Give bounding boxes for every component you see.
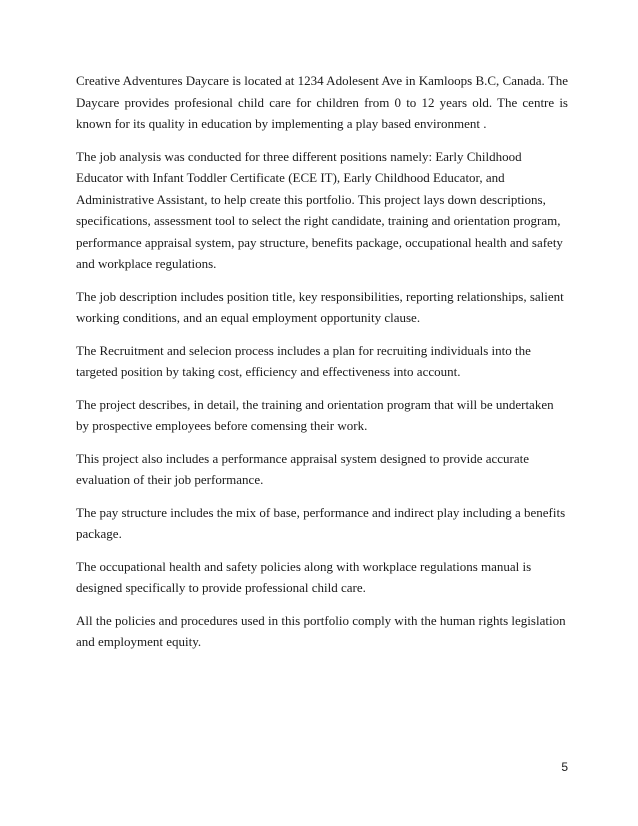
paragraph-compliance: All the policies and procedures used in this portfolio comply with the human rights legislation and employment equity.: [76, 612, 566, 649]
paragraph-job-analysis: The job analysis was conducted for three different positions namely: Early Childhood Educator with Infant Toddler Certificate (ECE IT), Early Childhood Educator, and Administrative Assistant, to help create this portfolio. This project lays down descriptions, specifications, assessment tool to select the right candidate, training and orientation program, performance appraisal system, pay structure, benefits package, occupational health and safety and workplace regulations.: [76, 148, 563, 271]
page-number: 5: [561, 760, 568, 774]
paragraph-recruitment: The Recruitment and selecion process includes a plan for recruiting individuals into the targeted position by taking cost, efficiency and effectiveness into account.: [76, 342, 531, 379]
page-body: [76, 70, 568, 664]
paragraph-appraisal: This project also includes a performance appraisal system designed to provide accurate evaluation of their job performance.: [76, 450, 530, 487]
paragraph-training: The project describes, in detail, the training and orientation program that will be undertaken by prospective employees before comensing their work.: [76, 396, 554, 433]
paragraph-job-description: The job description includes position title, key responsibilities, reporting relationships, salient working conditions, and an equal employment opportunity clause.: [76, 288, 564, 325]
paragraph-health-safety: The occupational health and safety policies along with workplace regulations manual is designed specifically to provide professional child care.: [76, 558, 532, 595]
paragraph-pay-structure: The pay structure includes the mix of base, performance and indirect play including a benefits package.: [76, 504, 566, 541]
paragraph-intro: Creative Adventures Daycare is located at 1234 Adolesent Ave in Kamloops B.C, Canada. The Daycare provides profesional child care for children from 0 to 12 years old. The centre is known for its quality in education by implementing a play based environment .: [76, 73, 568, 131]
